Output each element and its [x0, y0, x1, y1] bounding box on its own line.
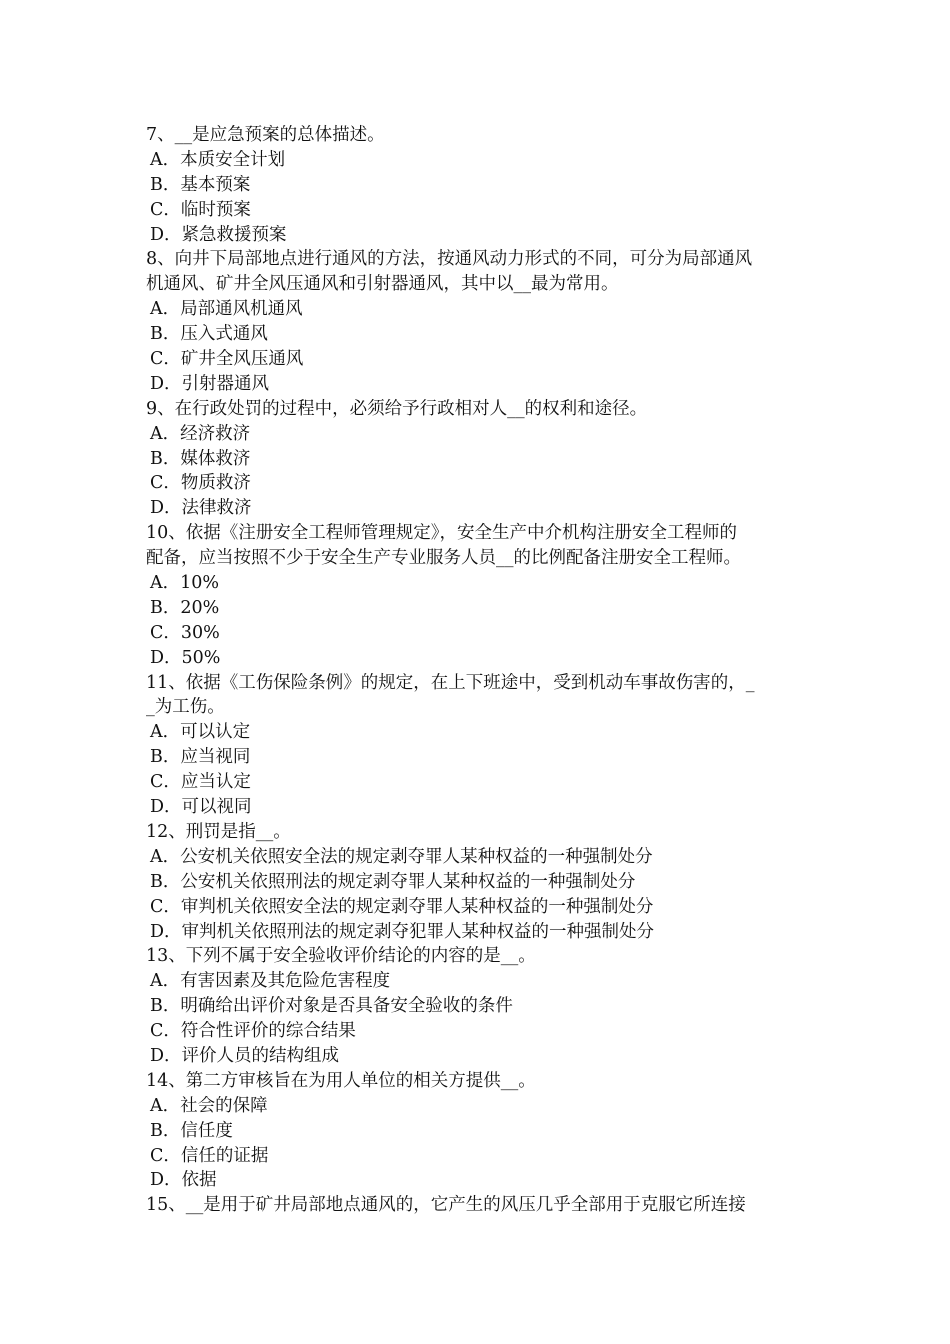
- question-8-text-line-2: 机通风、矿井全风压通风和引射器通风，其中以__最为常用。: [146, 274, 619, 295]
- question-14-option-b: B．信任度: [150, 1120, 233, 1141]
- question-11-option-a: A．可以认定: [150, 722, 251, 743]
- question-12-option-a: A．公安机关依照安全法的规定剥夺罪人某种权益的一种强制处分: [150, 846, 653, 867]
- question-9-option-b: B．媒体救济: [150, 448, 251, 469]
- question-14-text: 14、第二方审核旨在为用人单位的相关方提供__。: [146, 1070, 536, 1091]
- question-10-option-c: C．30%: [150, 622, 220, 643]
- question-12-option-c: C．审判机关依照安全法的规定剥夺罪人某种权益的一种强制处分: [150, 896, 654, 917]
- question-9-option-a: A．经济救济: [150, 423, 251, 444]
- question-7-text: 7、__是应急预案的总体描述。: [146, 125, 385, 145]
- question-8-option-a: A．局部通风机通风: [150, 299, 303, 320]
- question-13-option-a: A．有害因素及其危险危害程度: [150, 971, 391, 992]
- question-15-text-line-1: 15、__是用于矿井局部地点通风的，它产生的风压几乎全部用于克服它所连接: [146, 1195, 746, 1216]
- question-14-option-a: A．社会的保障: [150, 1095, 268, 1116]
- question-12-text: 12、刑罚是指__。: [146, 821, 291, 842]
- question-11-text-line-1: 11、依据《工伤保险条例》的规定，在上下班途中，受到机动车事故伤害的，_: [146, 672, 755, 693]
- question-10-option-a: A．10%: [150, 573, 220, 594]
- question-8-text-line-1: 8、向井下局部地点进行通风的方法，按通风动力形式的不同，可分为局部通风: [146, 249, 753, 270]
- question-7-option-c: C．临时预案: [150, 199, 251, 220]
- question-9-text: 9、在行政处罚的过程中，必须给予行政相对人__的权利和途径。: [146, 398, 648, 419]
- question-8-option-c: C．矿井全风压通风: [150, 349, 304, 370]
- question-11-option-c: C．应当认定: [150, 772, 251, 793]
- question-9-option-d: D．法律救济: [150, 498, 252, 519]
- document-page: [146, 123, 816, 1218]
- question-11-option-b: B．应当视同: [150, 747, 251, 768]
- question-14-option-d: D．依据: [150, 1170, 217, 1191]
- question-7-option-a: A．本质安全计划: [150, 149, 286, 170]
- question-13-option-c: C．符合性评价的综合结果: [150, 1021, 356, 1042]
- question-8-option-d: D．引射器通风: [150, 373, 270, 394]
- question-10-text-line-2: 配备，应当按照不少于安全生产专业服务人员__的比例配备注册安全工程师。: [146, 548, 741, 569]
- question-7-option-b: B．基本预案: [150, 174, 251, 195]
- question-10-option-b: B．20%: [150, 597, 220, 618]
- question-13-text: 13、下列不属于安全验收评价结论的内容的是__。: [146, 946, 536, 967]
- question-12-option-d: D．审判机关依照刑法的规定剥夺犯罪人某种权益的一种强制处分: [150, 921, 655, 942]
- question-10-option-d: D．50%: [150, 647, 221, 668]
- question-13-option-d: D．评价人员的结构组成: [150, 1045, 340, 1066]
- question-14-option-c: C．信任的证据: [150, 1145, 269, 1166]
- question-12-option-b: B．公安机关依照刑法的规定剥夺罪人某种权益的一种强制处分: [150, 871, 636, 892]
- question-11-option-d: D．可以视同: [150, 797, 252, 818]
- question-13-option-b: B．明确给出评价对象是否具备安全验收的条件: [150, 996, 513, 1017]
- question-10-text-line-1: 10、依据《注册安全工程师管理规定》，安全生产中介机构注册安全工程师的: [146, 523, 738, 544]
- question-11-text-line-2: _为工伤。: [146, 697, 225, 718]
- question-7-option-d: D．紧急救援预案: [150, 224, 287, 245]
- question-9-option-c: C．物质救济: [150, 473, 251, 494]
- question-8-option-b: B．压入式通风: [150, 324, 268, 345]
